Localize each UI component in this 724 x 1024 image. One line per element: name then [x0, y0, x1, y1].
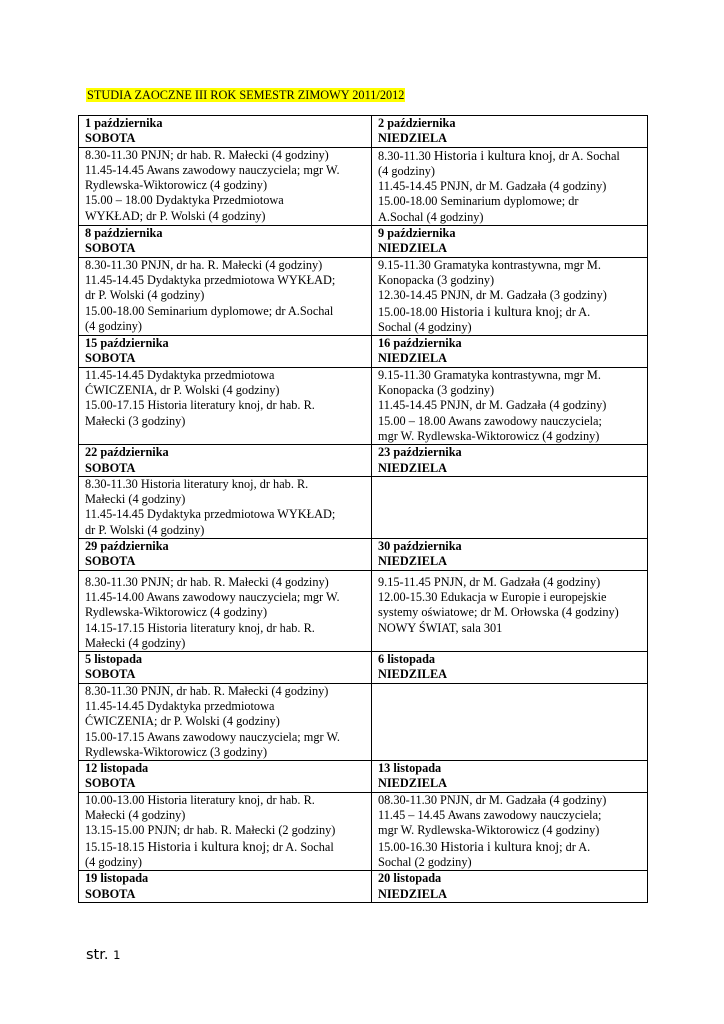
date-label: 19 listopada [85, 871, 149, 886]
class-line: 11.45-14.45 Dydaktyka przedmiotowa [85, 698, 275, 713]
date-label: 9 października [378, 226, 456, 241]
document-title: STUDIA ZAOCZNE III ROK SEMESTR ZIMOWY 2011/2012 [87, 88, 405, 102]
date-label: 23 października [378, 445, 462, 460]
class-line: (4 godziny) [85, 854, 143, 869]
class-line: (4 godziny) [378, 163, 436, 178]
header-row [79, 539, 648, 571]
content-row [79, 570, 648, 651]
saturday-classes [79, 257, 372, 335]
sunday-header [372, 336, 648, 368]
class-line: WYKŁAD; dr P. Wolski (4 godziny) [85, 208, 266, 223]
class-line: 11.45-14.00 Awans zawodowy nauczyciela; mgr W. [85, 589, 340, 604]
class-line: 11.45-14.45 Dydaktyka przedmiotowa [85, 367, 275, 382]
saturday-header [79, 445, 372, 477]
sunday-classes [372, 570, 648, 651]
class-line: 15.00-18.00 Seminarium dyplomowe; dr [378, 194, 579, 209]
saturday-header [79, 116, 372, 148]
class-line: Małecki (4 godziny) [85, 492, 186, 507]
day-label: NIEDZIELA [378, 241, 448, 256]
day-label: SOBOTA [85, 351, 136, 366]
class-line: 8.30-11.30 PNJN; dr hab. R. Małecki (4 godziny) [85, 147, 329, 162]
day-label: SOBOTA [85, 554, 136, 569]
class-line: 12.30-14.45 PNJN, dr M. Gadzała (3 godziny) [378, 288, 607, 303]
page-label: str. [86, 947, 109, 963]
class-line: mgr W. Rydlewska-Wiktorowicz (4 godziny) [378, 823, 600, 838]
class-line: 9.15-11.45 PNJN, dr M. Gadzała (4 godziny) [378, 574, 601, 589]
class-line: 14.15-17.15 Historia literatury knoj, dr hab. R. [85, 620, 315, 635]
sunday-header [372, 652, 648, 684]
header-row [79, 652, 648, 684]
day-label: SOBOTA [85, 131, 136, 146]
sunday-header [372, 761, 648, 793]
class-line: 8.30-11.30 PNJN, dr ha. R. Małecki (4 godziny) [85, 257, 323, 272]
saturday-header [79, 226, 372, 258]
content-row [79, 683, 648, 760]
class-line: 11.45-14.45 Awans zawodowy nauczyciela; mgr W. [85, 162, 340, 177]
class-line: 15.00-17.15 Awans zawodowy nauczyciela; mgr W. [85, 729, 340, 744]
date-label: 29 października [85, 539, 169, 554]
class-line: 15.00-16.30 Historia i kultura knoj; dr A. [378, 838, 591, 854]
day-label: SOBOTA [85, 241, 136, 256]
class-line: Sochal (4 godziny) [378, 319, 472, 334]
class-line: Małecki (3 godziny) [85, 413, 186, 428]
saturday-header [79, 539, 372, 571]
day-label: NIEDZIELA [378, 776, 448, 791]
class-line: 15.00 – 18.00 Dydaktyka Przedmiotowa [85, 193, 284, 208]
day-label: NIEDZIELA [378, 131, 448, 146]
sunday-classes [372, 257, 648, 335]
content-row [79, 147, 648, 225]
date-label: 20 listopada [378, 871, 442, 886]
header-row [79, 336, 648, 368]
class-line: 15.15-18.15 Historia i kultura knoj; dr A. Sochal [85, 838, 334, 854]
sunday-classes [372, 147, 648, 225]
class-line: 8.30-11.30 Historia i kultura knoj, dr A. Sochal [378, 147, 620, 163]
content-row [79, 792, 648, 870]
saturday-classes [79, 367, 372, 444]
class-line: 11.45-14.45 PNJN, dr M. Gadzała (4 godziny) [378, 398, 607, 413]
date-label: 5 listopada [85, 652, 143, 667]
date-label: 22 października [85, 445, 169, 460]
day-label: NIEDZIELA [378, 886, 448, 901]
class-line: 8.30-11.30 PNJN; dr hab. R. Małecki (4 godziny) [85, 574, 329, 589]
saturday-header [79, 761, 372, 793]
class-line: 11.45-14.45 Dydaktyka przedmiotowa WYKŁAD; [85, 272, 336, 287]
date-label: 13 listopada [378, 761, 442, 776]
class-line: ĆWICZENIA, dr P. Wolski (4 godziny) [85, 383, 280, 398]
class-line: Sochal (2 godziny) [378, 854, 472, 869]
class-line: 8.30-11.30 Historia literatury knoj, dr hab. R. [85, 476, 309, 491]
class-line: Konopacka (3 godziny) [378, 272, 495, 287]
class-line: 15.00-18.00 Historia i kultura knoj; dr A. [378, 303, 591, 319]
class-line: 9.15-11.30 Gramatyka kontrastywna, mgr M. [378, 367, 601, 382]
saturday-header [79, 336, 372, 368]
class-line: 12.00-15.30 Edukacja w Europie i europejskie [378, 589, 607, 604]
saturday-header [79, 652, 372, 684]
class-line: Konopacka (3 godziny) [378, 383, 495, 398]
class-line: 9.15-11.30 Gramatyka kontrastywna, mgr M. [378, 257, 601, 272]
class-line: Rydlewska-Wiktorowicz (3 godziny) [85, 744, 268, 759]
day-label: SOBOTA [85, 886, 136, 901]
date-label: 12 listopada [85, 761, 149, 776]
sunday-header [372, 871, 648, 903]
class-line: Rydlewska-Wiktorowicz (4 godziny) [85, 605, 268, 620]
sunday-classes [372, 367, 648, 444]
sunday-header [372, 539, 648, 571]
sunday-classes [372, 683, 648, 760]
day-label: NIEDZIELA [378, 554, 448, 569]
header-row [79, 871, 648, 903]
class-line: 10.00-13.00 Historia literatury knoj, dr hab. R. [85, 792, 315, 807]
date-label: 6 listopada [378, 652, 436, 667]
header-row [79, 226, 648, 258]
day-label: SOBOTA [85, 776, 136, 791]
class-line: 8.30-11.30 PNJN, dr hab. R. Małecki (4 godziny) [85, 683, 329, 698]
class-line: 15.00 – 18.00 Awans zawodowy nauczyciela; [378, 413, 602, 428]
day-label: NIEDZIELA [378, 351, 448, 366]
class-line: (4 godziny) [85, 318, 143, 333]
class-line: A.Sochal (4 godziny) [378, 209, 484, 224]
class-line: 13.15-15.00 PNJN; dr hab. R. Małecki (2 godziny) [85, 823, 336, 838]
saturday-header [79, 871, 372, 903]
content-row [79, 367, 648, 444]
date-label: 2 października [378, 116, 456, 130]
saturday-classes [79, 147, 372, 225]
sunday-header [372, 226, 648, 258]
class-line: 15.00-17.15 Historia literatury knoj, dr hab. R. [85, 398, 315, 413]
class-line: dr P. Wolski (4 godziny) [85, 288, 205, 303]
saturday-classes [79, 476, 372, 538]
sunday-header [372, 445, 648, 477]
class-line: systemy oświatowe; dr M. Orłowska (4 godziny) [378, 605, 619, 620]
day-label: NIEDZILEA [378, 667, 448, 682]
class-line: Małecki (4 godziny) [85, 808, 186, 823]
page-value: 1 [113, 948, 121, 962]
saturday-classes [79, 792, 372, 870]
class-line: Małecki (4 godziny) [85, 635, 186, 650]
date-label: 8 października [85, 226, 163, 241]
class-line: 11.45-14.45 PNJN, dr M. Gadzała (4 godziny) [378, 179, 607, 194]
page-number [86, 947, 120, 963]
class-line: 11.45 – 14.45 Awans zawodowy nauczyciela; [378, 808, 602, 823]
saturday-classes [79, 683, 372, 760]
day-label: SOBOTA [85, 667, 136, 682]
class-line: ĆWICZENIA; dr P. Wolski (4 godziny) [85, 714, 280, 729]
class-line: Rydlewska-Wiktorowicz (4 godziny) [85, 178, 268, 193]
date-label: 15 października [85, 336, 169, 351]
header-row [79, 761, 648, 793]
content-row [79, 257, 648, 335]
sunday-header [372, 116, 648, 148]
saturday-classes [79, 570, 372, 651]
sunday-classes [372, 792, 648, 870]
day-label: SOBOTA [85, 460, 136, 475]
sunday-classes [372, 476, 648, 538]
date-label: 16 października [378, 336, 462, 351]
date-label: 1 października [85, 116, 163, 130]
header-row [79, 116, 648, 148]
class-line: 08.30-11.30 PNJN, dr M. Gadzała (4 godziny) [378, 792, 607, 807]
schedule-table [78, 115, 648, 903]
content-row [79, 476, 648, 538]
class-line: dr P. Wolski (4 godziny) [85, 522, 205, 537]
class-line: mgr W. Rydlewska-Wiktorowicz (4 godziny) [378, 428, 600, 443]
class-line: 11.45-14.45 Dydaktyka przedmiotowa WYKŁAD; [85, 507, 336, 522]
class-line: 15.00-18.00 Seminarium dyplomowe; dr A.Sochal [85, 303, 334, 318]
class-line: NOWY ŚWIAT, sala 301 [378, 620, 503, 635]
header-row [79, 445, 648, 477]
date-label: 30 października [378, 539, 462, 554]
day-label: NIEDZIELA [378, 460, 448, 475]
